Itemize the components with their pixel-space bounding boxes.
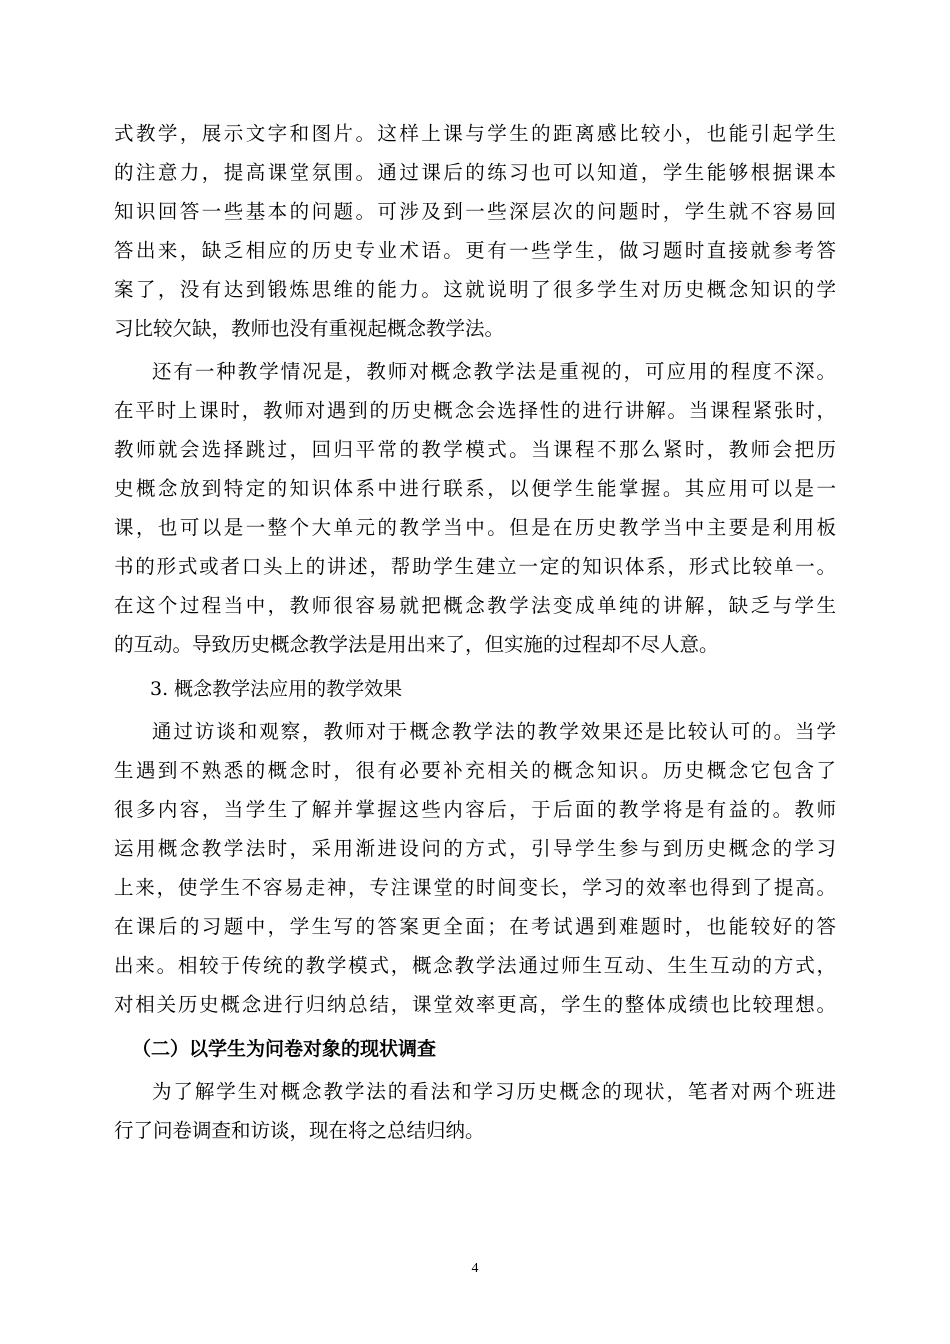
paragraph-2-line-7: 在这个过程当中，教师很容易就把概念教学法变成单纯的讲解，缺乏与学生 (114, 594, 836, 617)
paragraph-2-line-2: 在平时上课时，教师对遇到的历史概念会选择性的进行讲解。当课程紧张时， (114, 399, 836, 422)
paragraph-1-line-6: 习比较欠缺，教师也没有重视起概念教学法。 (114, 317, 505, 340)
paragraph-2-line-1: 还有一种教学情况是，教师对概念教学法是重视的，可应用的程度不深。 (152, 360, 836, 383)
paragraph-2-line-6: 书的形式或者口头上的讲述，帮助学生建立一定的知识体系，形式比较单一。 (114, 555, 836, 578)
paragraph-1-line-4: 答出来，缺乏相应的历史专业术语。更有一些学生，做习题时直接就参考答 (114, 239, 836, 262)
paragraph-2-line-5: 课，也可以是一整个大单元的教学当中。但是在历史教学当中主要是利用板 (114, 516, 836, 539)
paragraph-2-line-4: 史概念放到特定的知识体系中进行联系，以便学生能掌握。其应用可以是一 (114, 477, 836, 500)
subheading-3: 3. 概念教学法应用的教学效果 (150, 678, 403, 700)
page-number: 4 (471, 1261, 479, 1276)
paragraph-4-line-2: 行了问卷调查和访谈，现在将之总结归纳。 (114, 1119, 485, 1142)
paragraph-3-line-8: 对相关历史概念进行归纳总结，课堂效率更高，学生的整体成绩也比较理想。 (114, 993, 836, 1016)
paragraph-3-line-2: 生遇到不熟悉的概念时，很有必要补充相关的概念知识。历史概念它包含了 (114, 759, 836, 782)
paragraph-4-line-1: 为了解学生对概念教学法的看法和学习历史概念的现状，笔者对两个班进 (152, 1080, 836, 1103)
paragraph-3-line-4: 运用概念教学法时，采用渐进设问的方式，引导学生参与到历史概念的学习 (114, 837, 836, 860)
paragraph-1-line-1: 式教学，展示文字和图片。这样上课与学生的距离感比较小，也能引起学生 (114, 122, 836, 145)
paragraph-3-line-3: 很多内容，当学生了解并掌握这些内容后，于后面的教学将是有益的。教师 (114, 798, 836, 821)
paragraph-1-line-5: 案了，没有达到锻炼思维的能力。这就说明了很多学生对历史概念知识的学 (114, 278, 836, 301)
paragraph-3-line-7: 出来。相较于传统的教学模式，概念教学法通过师生互动、生生互动的方式， (114, 954, 836, 977)
paragraph-3-line-6: 在课后的习题中，学生写的答案更全面；在考试遇到难题时，也能较好的答 (114, 915, 836, 938)
paragraph-1-line-3: 知识回答一些基本的问题。可涉及到一些深层次的问题时，学生就不容易回 (114, 200, 836, 223)
paragraph-3-line-1: 通过访谈和观察，教师对于概念教学法的教学效果还是比较认可的。当学 (152, 720, 836, 743)
paragraph-3-line-5: 上来，使学生不容易走神，专注课堂的时间变长，学习的效率也得到了提高。 (114, 876, 836, 899)
paragraph-1-line-2: 的注意力，提高课堂氛围。通过课后的练习也可以知道，学生能够根据课本 (114, 161, 836, 184)
paragraph-2-line-8: 的互动。导致历史概念教学法是用出来了，但实施的过程却不尽人意。 (114, 633, 719, 656)
section-heading: （二）以学生为问卷对象的现状调查 (132, 1038, 437, 1060)
paragraph-2-line-3: 教师就会选择跳过，回归平常的教学模式。当课程不那么紧时，教师会把历 (114, 438, 836, 461)
